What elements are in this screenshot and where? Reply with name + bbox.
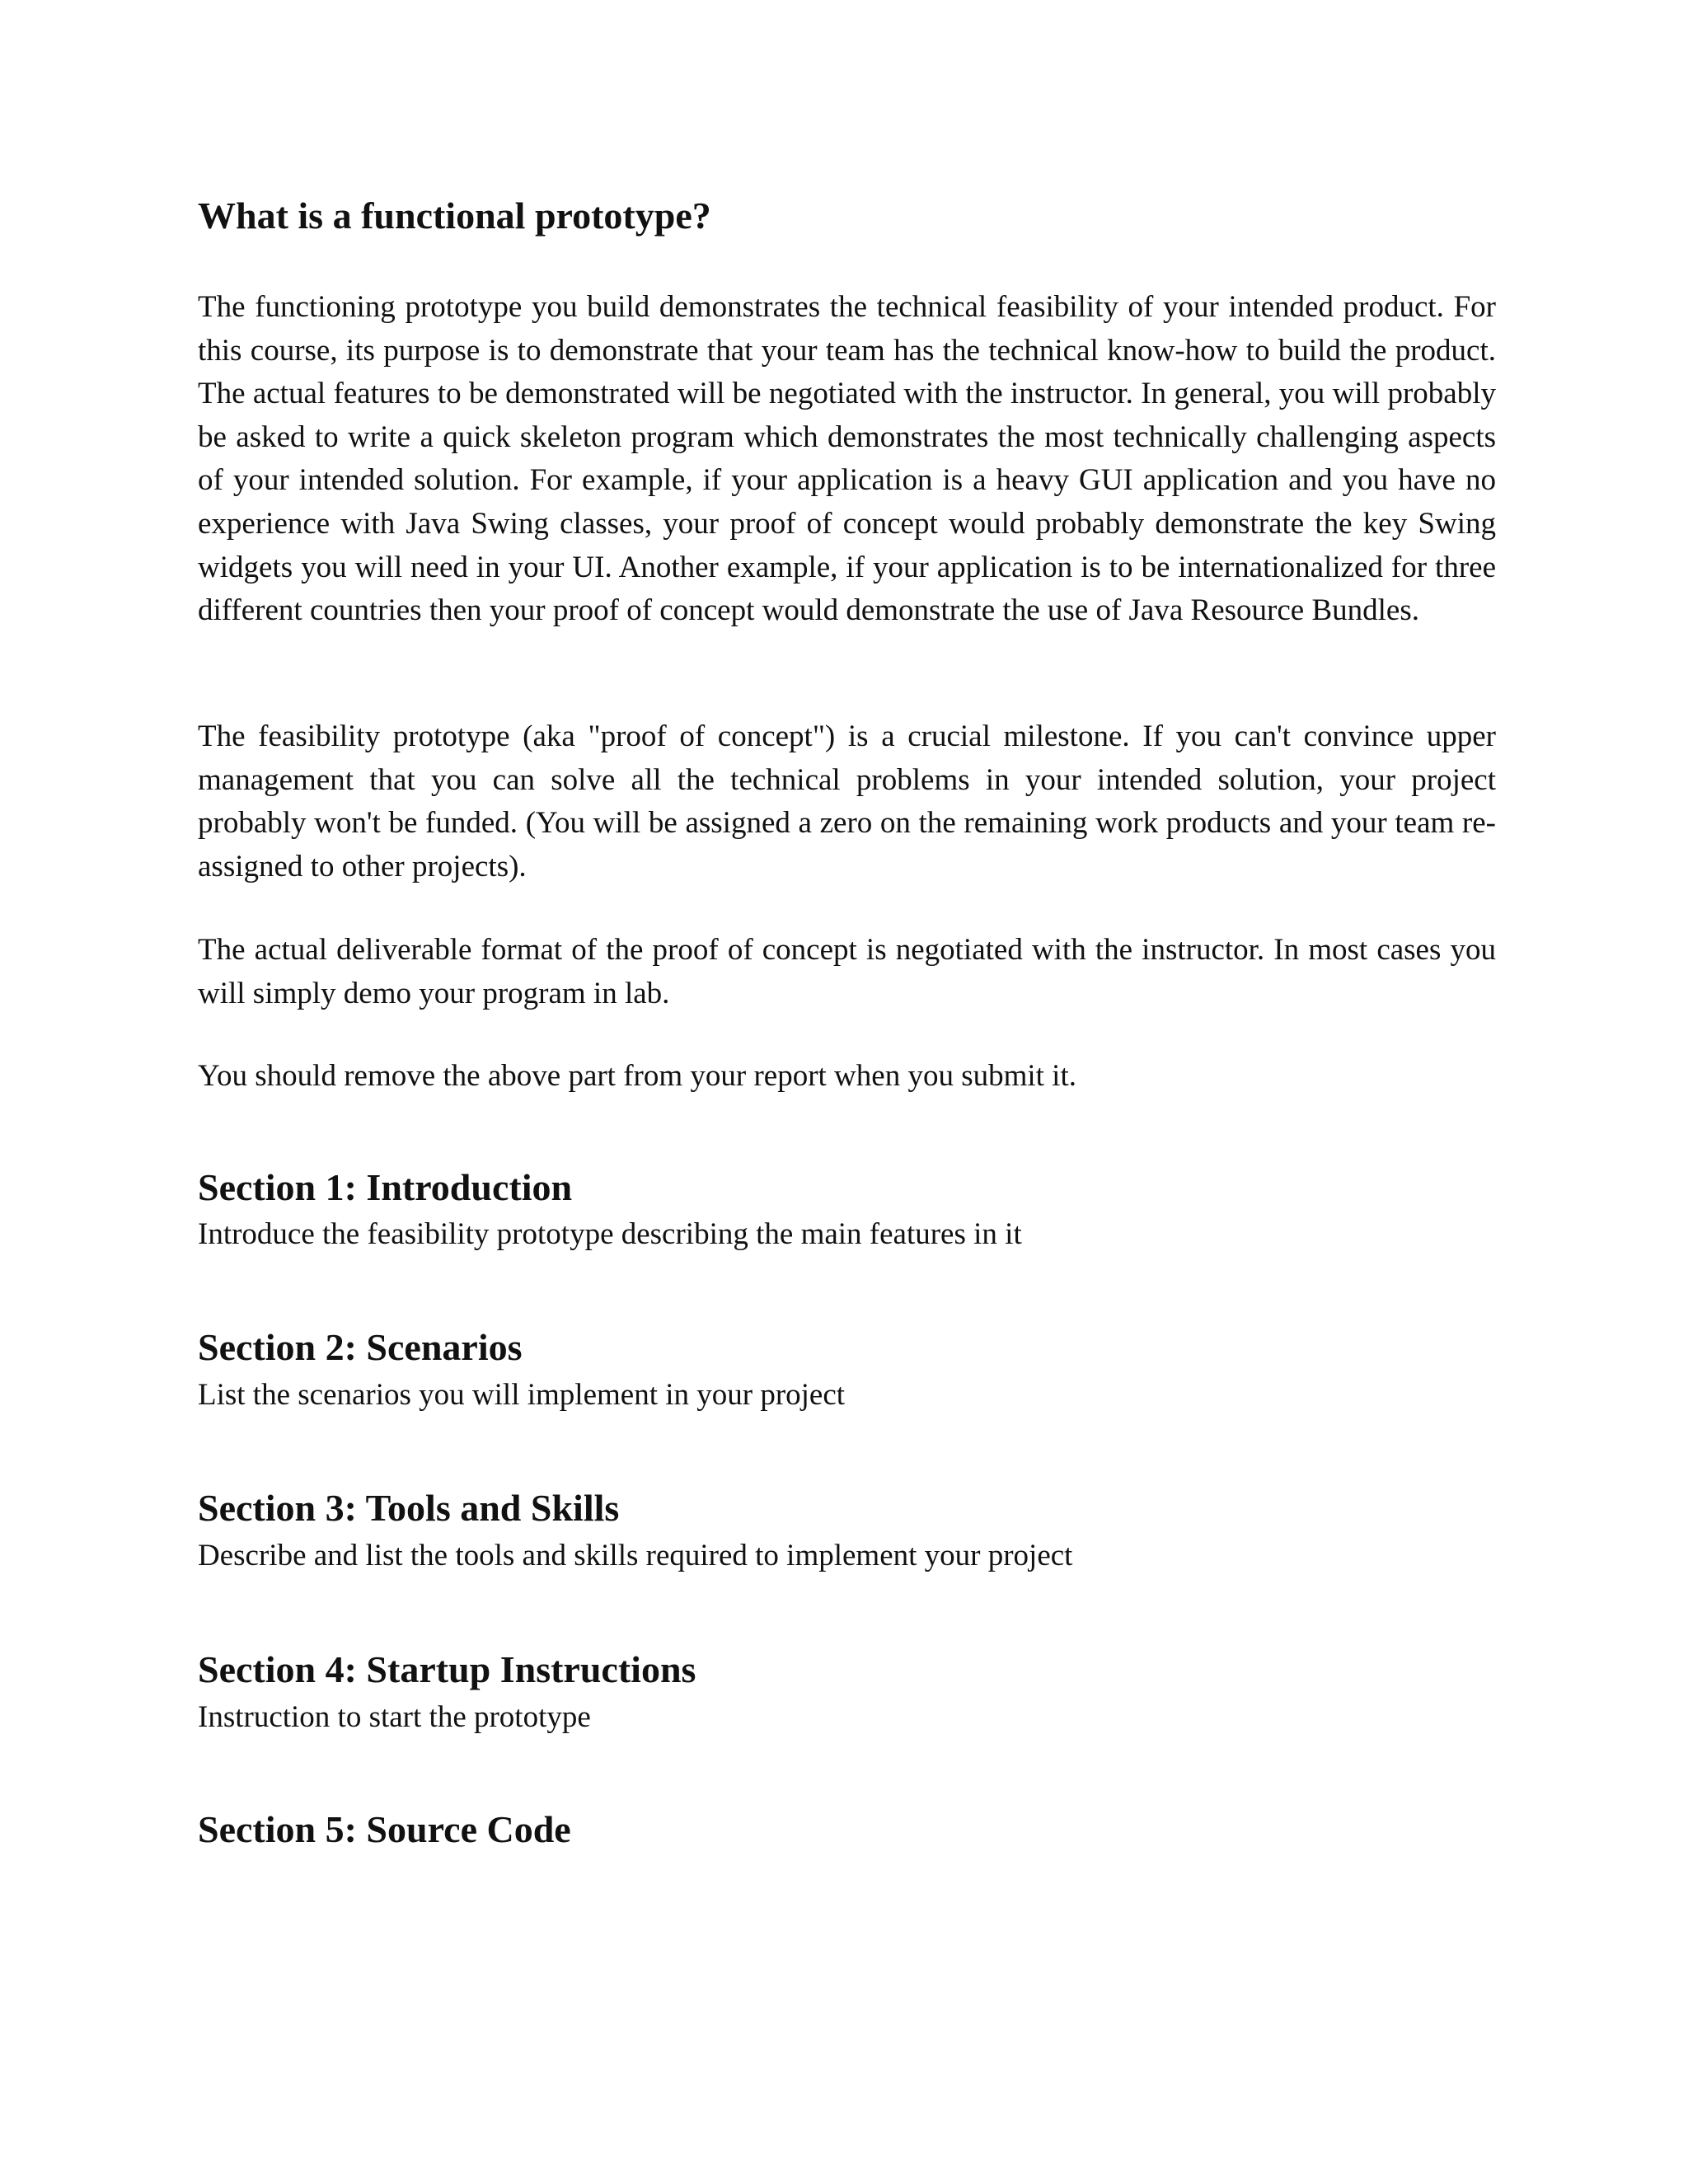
section-1-description: Introduce the feasibility prototype describing the main features in it: [198, 1217, 1022, 1251]
section-4-description: Instruction to start the prototype: [198, 1700, 591, 1734]
section-3-heading: Section 3: Tools and Skills: [198, 1487, 620, 1529]
section-3-description: Describe and list the tools and skills required to implement your project: [198, 1539, 1073, 1572]
section-4-heading: Section 4: Startup Instructions: [198, 1648, 696, 1690]
paragraph-deliverable-format: The actual deliverable format of the proof of concept is negotiated with the instructor. In most cases you will simply demo your program in lab.: [198, 933, 1496, 1010]
paragraph-prototype-overview: The functioning prototype you build demonstrates the technical feasibility of your intended product. For this course, its purpose is to demonstrate that your team has the technical know-how to build the product. The actual features to be demonstrated will be negotiated with the instructor. In general, you will probably be asked to write a quick skeleton program which demonstrates the most technically challenging aspects of your intended solution. For example, if your application is a heavy GUI application and you have no experience with Java Swing classes, your proof of concept would probably demonstrate the key Swing widgets you will need in your UI. Another example, if your application is to be internationalized for three different countries then your proof of concept would demonstrate the use of Java Resource Bundles.: [198, 290, 1496, 628]
section-2-description: List the scenarios you will implement in your project: [198, 1378, 846, 1412]
paragraph-removal-note: You should remove the above part from your report when you submit it.: [198, 1059, 1076, 1093]
section-1-heading: Section 1: Introduction: [198, 1166, 573, 1208]
page-title: What is a functional prototype?: [198, 194, 711, 237]
paragraph-feasibility-milestone: The feasibility prototype (aka "proof of concept") is a crucial milestone. If you can't convince upper management that you can solve all the technical problems in your intended solution, your project probably won't be funded. (You will be assigned a zero on the remaining work products and your team re-assigned to other projects).: [198, 719, 1496, 883]
section-2-heading: Section 2: Scenarios: [198, 1326, 523, 1368]
section-5-heading: Section 5: Source Code: [198, 1808, 571, 1850]
